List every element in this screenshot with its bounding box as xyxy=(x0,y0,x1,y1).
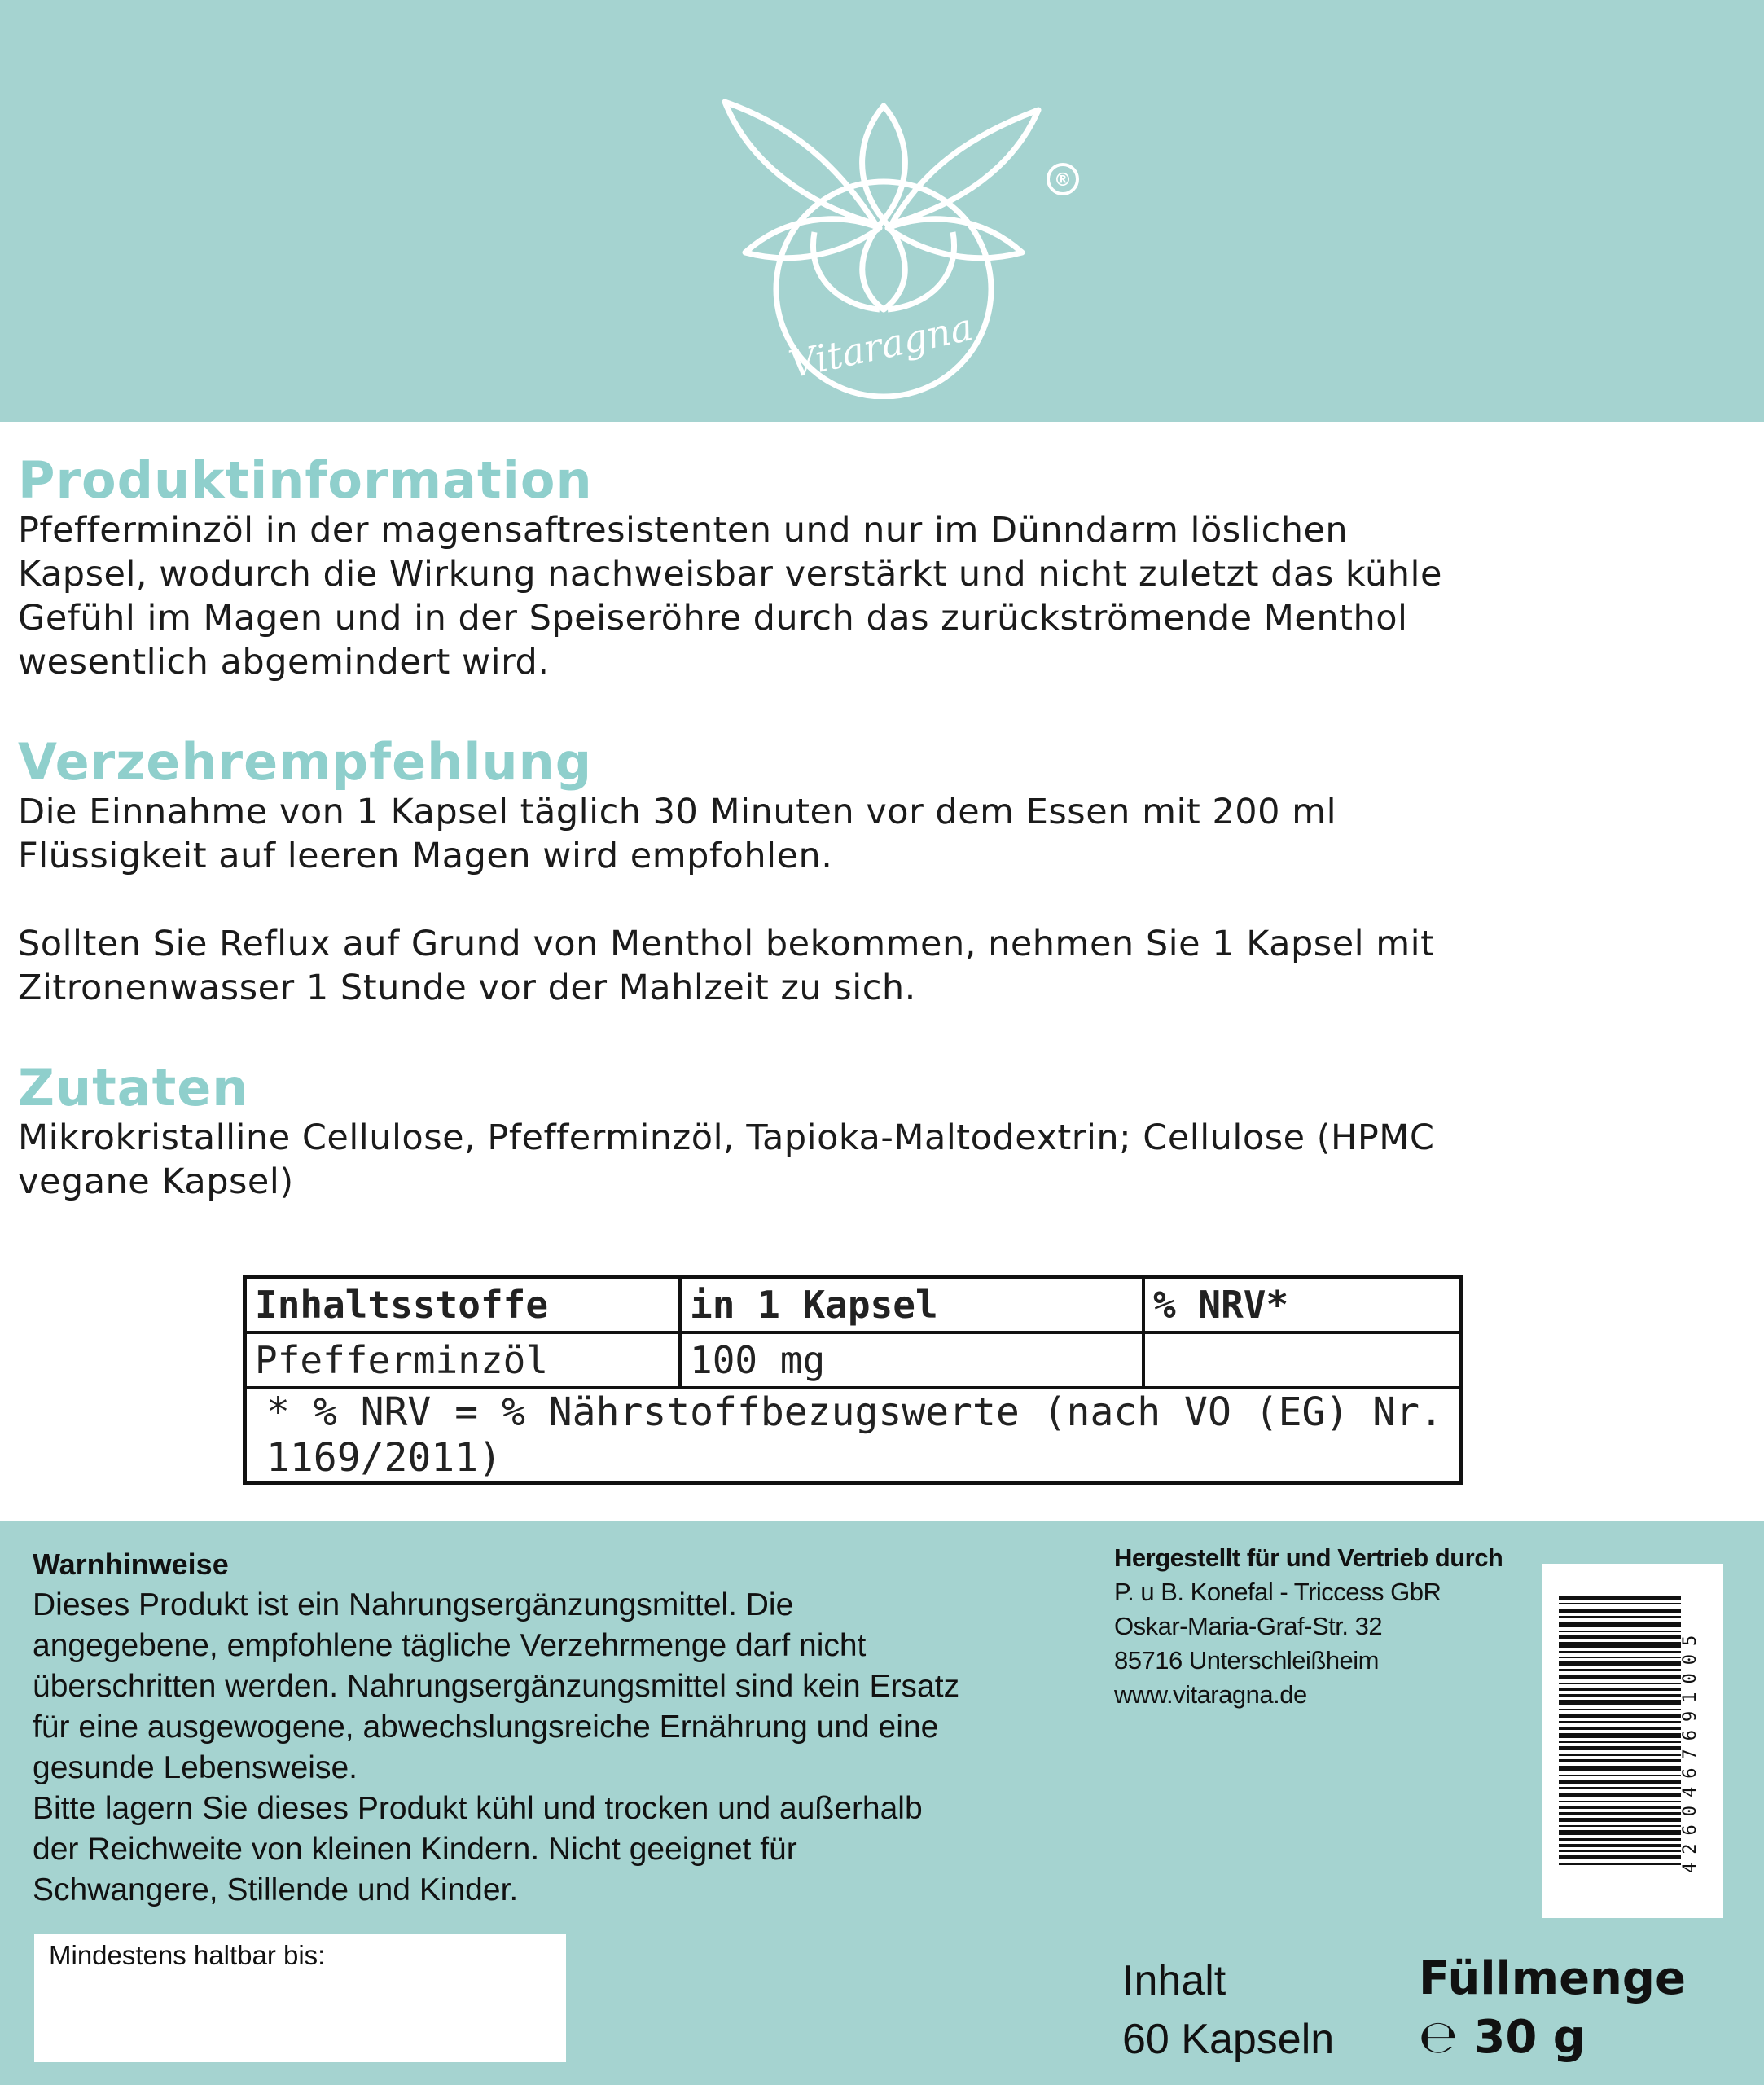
barcode-bars xyxy=(1559,1596,1681,1865)
barcode xyxy=(1542,1564,1723,1918)
fuellmenge-value: 30 g xyxy=(1473,2011,1586,2064)
inhalt-value: 60 Kapseln xyxy=(1122,2016,1335,2063)
table-cell: Pfefferminzöl xyxy=(245,1332,681,1388)
manufacturer-block xyxy=(1114,1541,1554,1712)
produktinformation-heading: Produktinformation xyxy=(18,450,593,510)
table-cell: 100 mg xyxy=(680,1332,1143,1388)
table-cell xyxy=(1143,1332,1461,1388)
manufacturer-website[interactable]: www.vitaragna.de xyxy=(1114,1680,1307,1709)
verzehrempfehlung-line-1: Die Einnahme von 1 Kapsel täglich 30 Minuten vor dem Essen mit 200 ml xyxy=(18,792,1337,832)
zutaten-heading: Zutaten xyxy=(18,1058,249,1117)
table-header-cell: Inhaltsstoffe xyxy=(245,1277,681,1333)
estimated-sign-icon: ℮ xyxy=(1419,2011,1458,2064)
fuellmenge-label: Füllmenge xyxy=(1419,1952,1686,2005)
logo-petal-right xyxy=(892,110,1038,224)
manufacturer-city: 85716 Unterschleißheim xyxy=(1114,1646,1380,1675)
logo-petal-top xyxy=(862,106,906,220)
warnhinweise-block xyxy=(33,1544,1091,1911)
fuellmenge-value-row xyxy=(1419,2008,1686,2067)
table-footnote: * % NRV = % Nährstoffbezugswerte (nach VO (EG) Nr. 1169/2011) xyxy=(245,1388,1461,1483)
verzehrempfehlung-line-4: Zitronenwasser 1 Stunde vor der Mahlzeit zu sich. xyxy=(18,968,916,1008)
table-header-row xyxy=(245,1277,1461,1333)
warnhinweise-line: Bitte lagern Sie dieses Produkt kühl und trocken und außerhalb xyxy=(33,1791,923,1826)
produktinformation-line-3: Gefühl im Magen und in der Speiseröhre durch das zurückströmende Menthol xyxy=(18,598,1408,639)
warnhinweise-line: Schwangere, Stillende und Kinder. xyxy=(33,1872,519,1907)
verzehrempfehlung-section xyxy=(18,732,1744,1010)
produktinformation-section xyxy=(18,450,1744,684)
verzehrempfehlung-line-2: Flüssigkeit auf leeren Magen wird empfohlen. xyxy=(18,836,833,876)
warnhinweise-line: überschritten werden. Nahrungsergänzungsmittel sind kein Ersatz xyxy=(33,1669,960,1704)
best-before-box xyxy=(34,1934,566,2062)
zutaten-line-2: vegane Kapsel) xyxy=(18,1161,294,1202)
paragraph-spacer xyxy=(18,878,1744,922)
produktinformation-line-1: Pfefferminzöl in der magensaftresistenten und nur im Dünndarm löslichen xyxy=(18,510,1349,551)
warnhinweise-title: Warnhinweise xyxy=(33,1547,229,1581)
warnhinweise-line: Dieses Produkt ist ein Nahrungsergänzungsmittel. Die xyxy=(33,1587,794,1622)
manufacturer-street: Oskar-Maria-Graf-Str. 32 xyxy=(1114,1612,1383,1640)
table-header-cell: in 1 Kapsel xyxy=(680,1277,1143,1333)
barcode-graphic xyxy=(1542,1564,1723,1918)
inhalt-label: Inhalt xyxy=(1122,1957,1226,2004)
warnhinweise-line: für eine ausgewogene, abwechslungsreiche Ernährung und eine xyxy=(33,1710,939,1745)
zutaten-line-1: Mikrokristalline Cellulose, Pfefferminzöl, Tapioka-Maltodextrin; Cellulose (HPMC xyxy=(18,1117,1435,1158)
verzehrempfehlung-heading: Verzehrempfehlung xyxy=(18,732,593,792)
produktinformation-line-2: Kapsel, wodurch die Wirkung nachweisbar verstärkt und nicht zuletzt das kühle xyxy=(18,554,1442,595)
best-before-label: Mindestens haltbar bis: xyxy=(49,1940,326,1970)
manufacturer-title: Hergestellt für und Vertrieb durch xyxy=(1114,1543,1503,1572)
fuellmenge-block xyxy=(1419,1950,1686,2067)
manufacturer-name: P. u B. Konefal - Triccess GbR xyxy=(1114,1578,1441,1606)
table-footnote-row xyxy=(245,1388,1461,1483)
table-header-cell: % NRV* xyxy=(1143,1277,1461,1333)
warnhinweise-line: der Reichweite von kleinen Kindern. Nicht geeignet für xyxy=(33,1832,797,1867)
logo-text: Vitaragna xyxy=(785,305,977,387)
produktinformation-line-4: wesentlich abgemindert wird. xyxy=(18,642,550,683)
vitaragna-logo xyxy=(717,90,1091,399)
verzehrempfehlung-line-3: Sollten Sie Reflux auf Grund von Menthol bekommen, nehmen Sie 1 Kapsel mit xyxy=(18,924,1435,964)
inhaltsstoffe-table xyxy=(243,1275,1463,1485)
logo-petal-left xyxy=(725,102,875,224)
zutaten-section xyxy=(18,1060,1744,1204)
table-row xyxy=(245,1332,1461,1388)
barcode-digits: 4260467691005 xyxy=(1680,1626,1700,1873)
inhalt-block xyxy=(1122,1951,1334,2069)
warnhinweise-line: angegebene, empfohlene tägliche Verzehrmenge darf nicht xyxy=(33,1628,867,1663)
warnhinweise-line: gesunde Lebensweise. xyxy=(33,1750,358,1785)
registered-mark: ® xyxy=(1054,170,1072,191)
